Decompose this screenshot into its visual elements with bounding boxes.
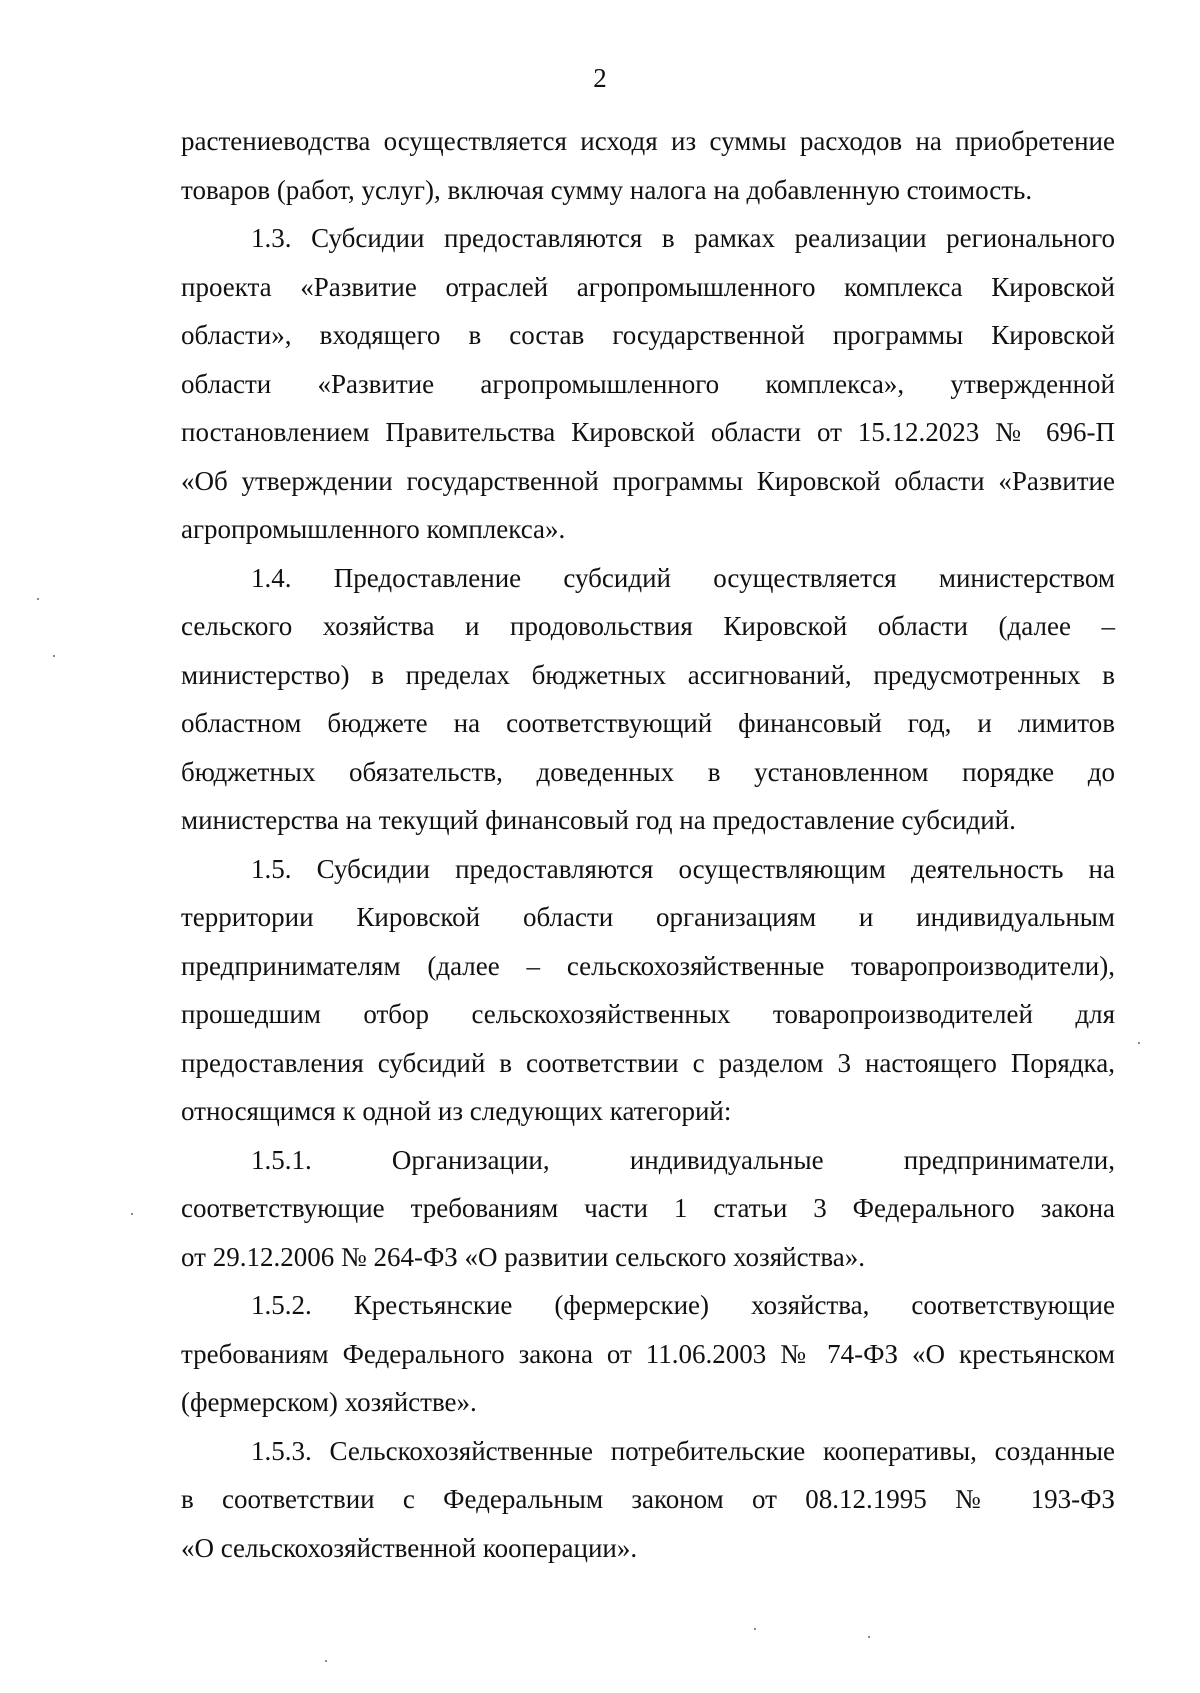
paragraph-1-3-start: 1.3. Субсидии предоставляются в рамках реализации регионального <box>251 223 1115 253</box>
text-line: министерства на текущий финансовый год на предоставление субсидий. <box>181 805 1016 835</box>
text-line: агропромышленного комплекса». <box>181 514 566 544</box>
text-line: требованиям Федерального закона от 11.06.2003 № 74-ФЗ «О крестьянском <box>181 1338 1115 1369</box>
paragraph-1-4-start: 1.4. Предоставление субсидий осуществляется министерством <box>251 562 1115 593</box>
text-line: соответствующие требованиям части 1 статьи 3 Федерального закона <box>181 1193 1115 1223</box>
paragraph-1-5-start: 1.5. Субсидии предоставляются осуществляющим деятельность на <box>251 853 1115 884</box>
text-line: «О сельскохозяйственной кооперации». <box>181 1532 638 1563</box>
text-line: предпринимателям (далее – сельскохозяйственные товаропроизводители), <box>181 950 1115 981</box>
document-body <box>181 117 1115 1572</box>
text-line: (фермерском) хозяйстве». <box>181 1387 477 1417</box>
text-line: товаров (работ, услуг), включая сумму налога на добавленную стоимость. <box>181 174 1033 205</box>
text-line: в соответствии с Федеральным законом от 08.12.1995 № 193-ФЗ <box>181 1484 1115 1514</box>
text-line: области», входящего в состав государственной программы Кировской <box>181 320 1115 350</box>
page-number: 2 <box>593 63 607 93</box>
text-line: «Об утверждении государственной программы Кировской области «Развитие <box>181 465 1115 496</box>
scan-speck <box>53 655 55 657</box>
text-line: проекта «Развитие отраслей агропромышленного комплекса Кировской <box>181 271 1115 302</box>
text-line: области «Развитие агропромышленного комплекса», утвержденной <box>181 368 1115 399</box>
text-line: сельского хозяйства и продовольствия Кировской области (далее – <box>181 611 1115 641</box>
scan-speck <box>754 1628 756 1630</box>
text-line: предоставления субсидий в соответствии с разделом 3 настоящего Порядка, <box>181 1047 1115 1078</box>
text-line: относящимся к одной из следующих категорий: <box>181 1096 732 1126</box>
scan-speck <box>37 598 39 600</box>
text-line: территории Кировской области организациям и индивидуальным <box>181 902 1115 932</box>
text-line: прошедшим отбор сельскохозяйственных товаропроизводителей для <box>181 999 1115 1029</box>
text-line: бюджетных обязательств, доведенных в установленном порядке до <box>181 756 1115 787</box>
scan-speck <box>325 1660 327 1662</box>
text-line: растениеводства осуществляется исходя из суммы расходов на приобретение <box>181 126 1115 156</box>
paragraph-1-5-3-start: 1.5.3. Сельскохозяйственные потребительские кооперативы, созданные <box>251 1435 1115 1466</box>
scan-speck <box>1138 1042 1140 1044</box>
paragraph-1-5-1-start: 1.5.1. Организации, индивидуальные предприниматели, <box>251 1144 1115 1175</box>
scan-speck <box>131 1213 133 1215</box>
text-line: от 29.12.2006 № 264-ФЗ «О развитии сельского хозяйства». <box>181 1241 865 1272</box>
paragraph-1-5-2-start: 1.5.2. Крестьянские (фермерские) хозяйства, соответствующие <box>251 1290 1115 1320</box>
text-line: министерство) в пределах бюджетных ассигнований, предусмотренных в <box>181 659 1115 690</box>
scan-speck <box>868 1636 870 1638</box>
text-line: областном бюджете на соответствующий финансовый год, и лимитов <box>181 708 1115 738</box>
text-line: постановлением Правительства Кировской области от 15.12.2023 № 696-П <box>181 417 1115 447</box>
